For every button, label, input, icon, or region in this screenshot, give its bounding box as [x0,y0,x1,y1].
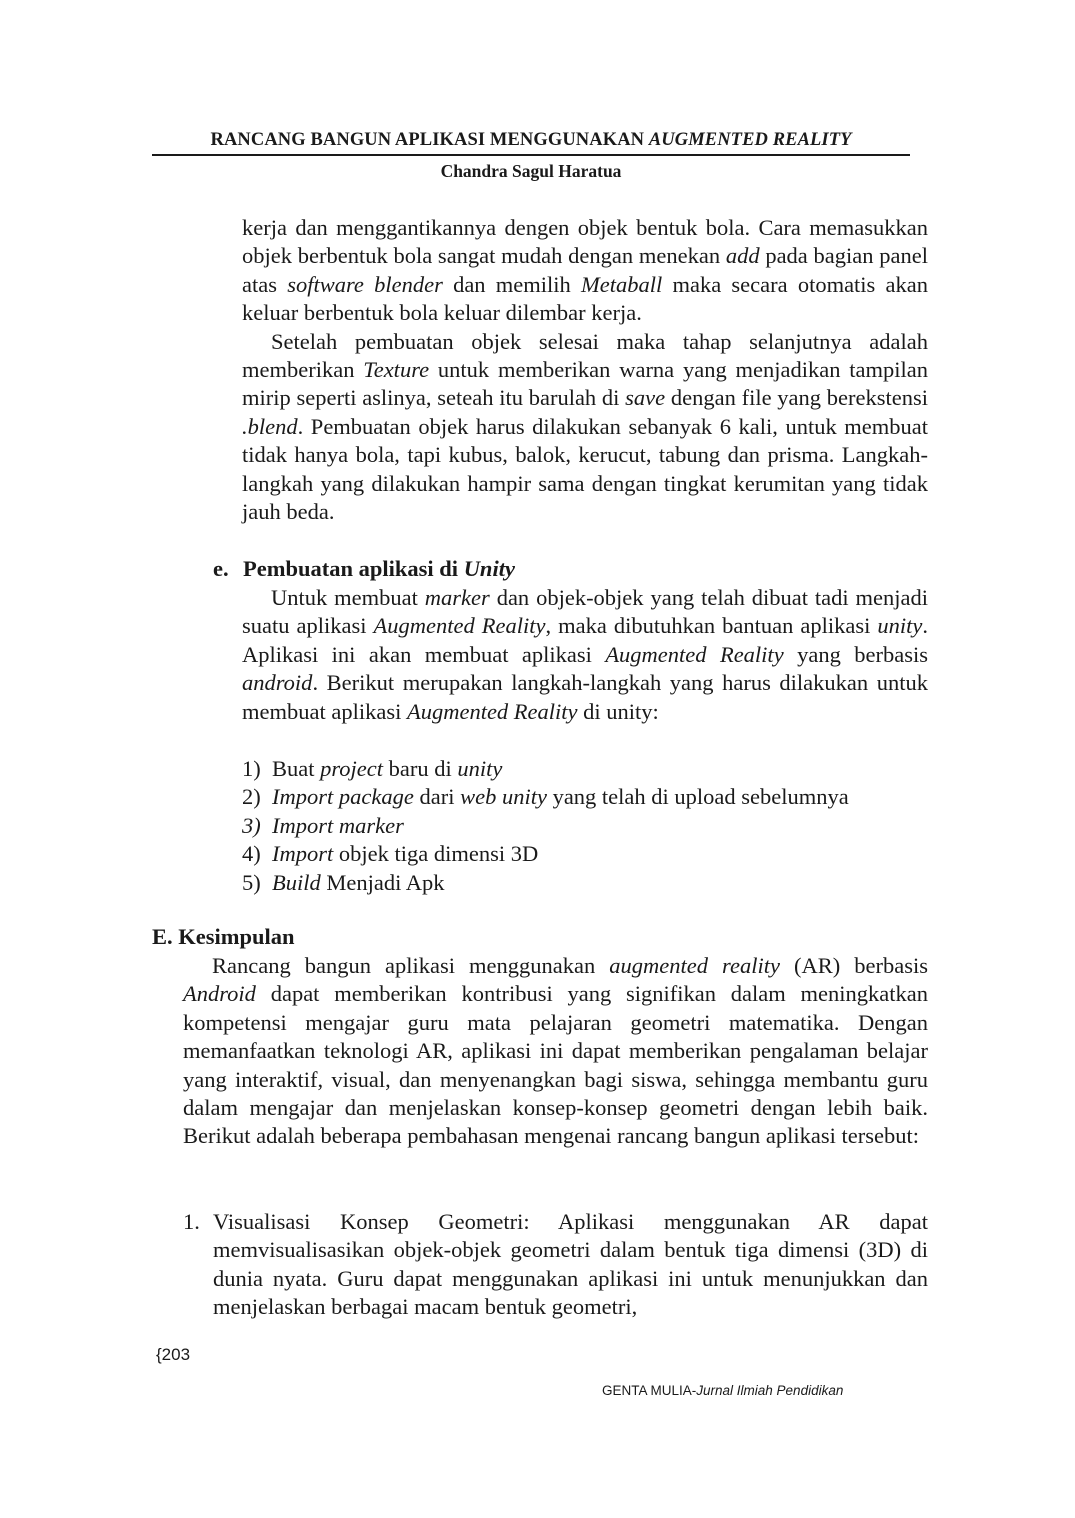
paragraph: Untuk membuat marker dan objek-objek yang telah dibuat tadi menjadi suatu aplikasi Augmented Reality, maka dibutuhkan bantuan aplikasi unity. Aplikasi ini akan membuat aplikasi Augmented Reality yang berbasis android. Berikut merupakan langkah-langkah yang harus dilakukan untuk membuat aplikasi Augmented Reality di unity: [242,585,929,724]
subsection-heading: e. Pembuatan aplikasi di Unity [213,556,515,581]
list-item: 1) Buat project baru di unity [242,756,503,781]
list-item: 4) Import objek tiga dimensi 3D [242,841,539,867]
list-item: 5) Build Menjadi Apk [242,869,445,895]
header-rule [152,154,910,156]
paragraph: Rancang bangun aplikasi menggunakan augmented reality (AR) berbasis Android dapat memberikan kontribusi yang signifikan dalam meningkatkan kompetensi mengajar guru mata pelajaran geometri matematika. Dengan memanfaatkan teknologi AR, aplikasi ini dapat memberikan pengalaman belajar yang interaktif, visual, dan menyenangkan bagi siswa, sehingga membantu guru dalam mengajar dan menjelaskan konsep-konsep geometri dengan lebih baik. Berikut adalah beberapa pembahasan mengenai rancang bangun aplikasi tersebut: [183,953,928,1149]
body-section-d [242,214,928,526]
running-header [152,128,910,152]
page-number: {203 [156,1345,191,1364]
list-item: 2) Import package dari web unity yang telah di upload sebelumnya [242,784,849,810]
author-name: Chandra Sagul Haratua [440,161,622,181]
article-title: RANCANG BANGUN APLIKASI MENGGUNAKAN AUGMENTED REALITY [210,130,852,150]
section-heading-kesimpulan: E. Kesimpulan [152,924,295,949]
paragraph: kerja dan menggantikannya dengen objek bentuk bola. Cara memasukkan objek berbentuk bola sangat mudah dengan menekan add pada bagian panel atas software blender dan memilih Metaball maka secara otomatis akan keluar berbentuk bola keluar dilembar kerja. [242,215,929,326]
steps-list [242,755,928,897]
list-item: 3) Import marker [242,812,404,838]
journal-footer: GENTA MULIA-Jurnal Ilmiah Pendidikan [602,1383,844,1398]
list-item: 1. Visualisasi Konsep Geometri: Aplikasi menggunakan AR dapat memvisualisasikan objek-objek geometri dalam bentuk tiga dimensi (3D) di dunia nyata. Guru dapat menggunakan aplikasi ini untuk menunjukkan dan menjelaskan berbagai macam bentuk geometri, [183,1209,928,1320]
body-section-e [242,584,928,726]
paragraph: Setelah pembuatan objek selesai maka tahap selanjutnya adalah memberikan Texture untuk memberikan warna yang menjadikan tampilan mirip seperti aslinya, seteah itu barulah di save dengan file yang berekstensi .blend. Pembuatan objek harus dilakukan sebanyak 6 kali, untuk membuat tidak hanya bola, tapi kubus, balok, kerucut, tabung dan prisma. Langkah-langkah yang dilakukan hampir sama dengan tingkat kerumitan yang tidak jauh beda. [242,328,928,525]
conclusion-body [183,952,928,1151]
numbered-list [183,1208,928,1322]
